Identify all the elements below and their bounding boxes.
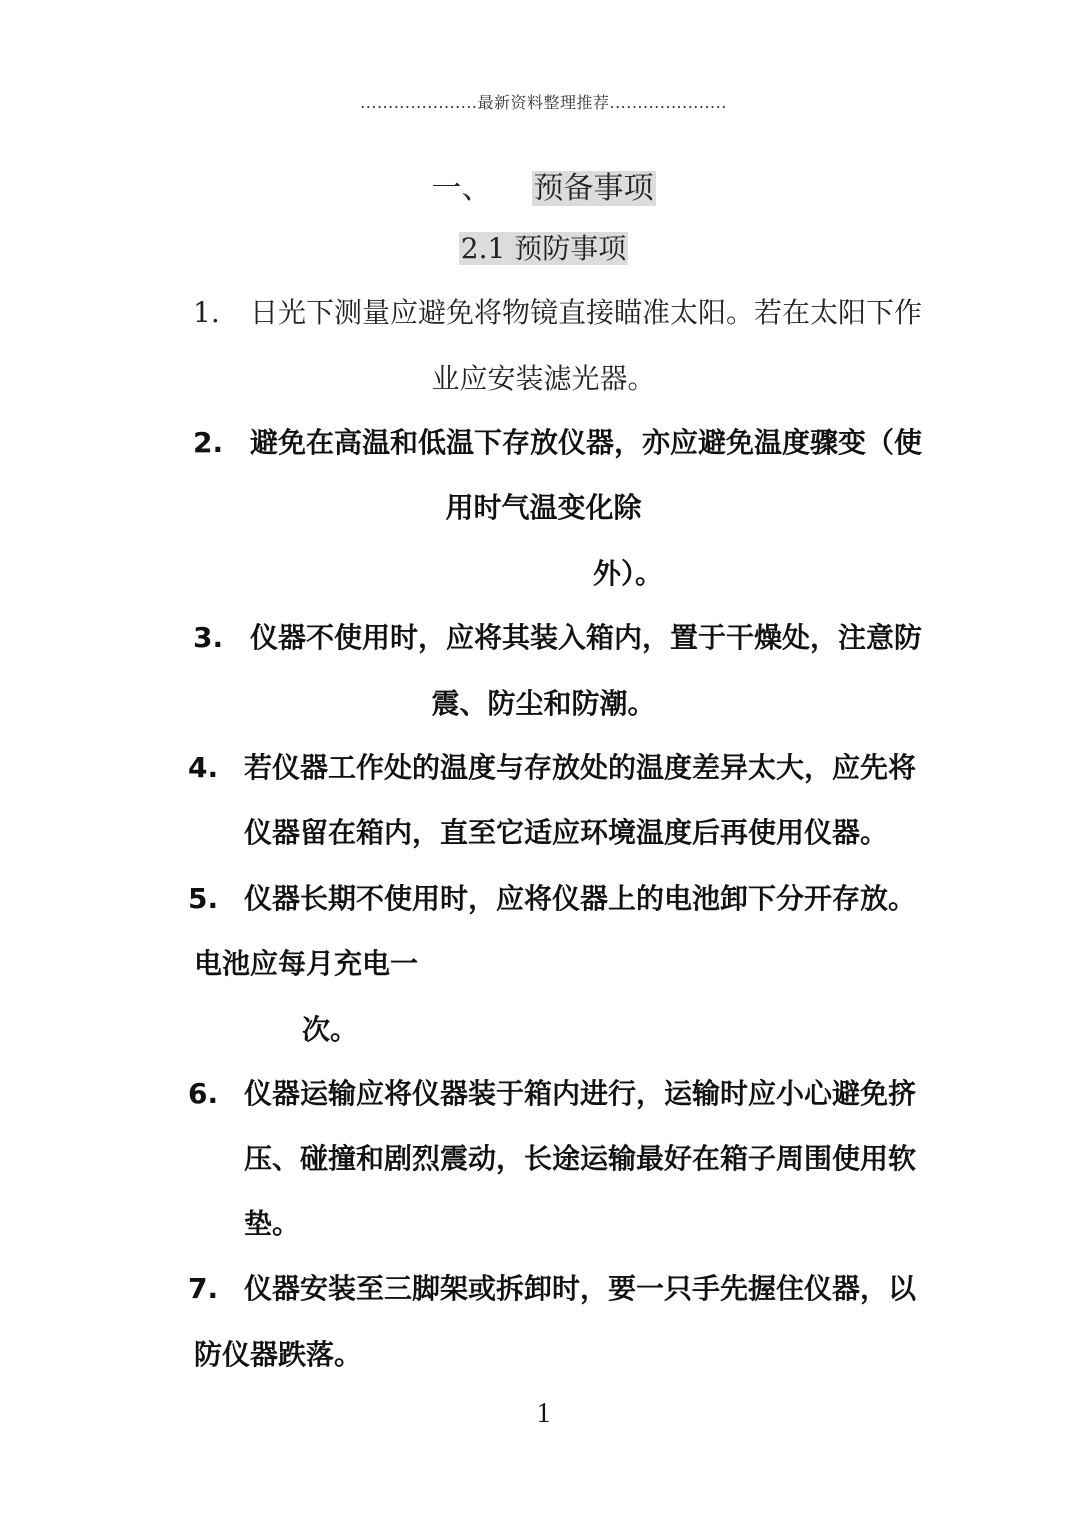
- item-number: 4.: [188, 751, 219, 784]
- section-number: 一、: [431, 171, 492, 206]
- item-line: 日光下测量应避免将物镜直接瞄准太阳。若在太阳下作: [250, 296, 923, 329]
- item-line: 次。: [302, 1013, 359, 1046]
- subsection-heading: [0, 227, 1087, 267]
- item-line: 避免在高温和低温下存放仪器，亦应避免温度骤变（使: [250, 426, 923, 459]
- item-line: 仪器留在箱内，直至它适应环境温度后再使用仪器。: [244, 816, 889, 849]
- item-line: 仪器安装至三脚架或拆卸时，要一只手先握住仪器，以: [244, 1272, 917, 1305]
- item-line: 仪器不使用时，应将其装入箱内，置于干燥处，注意防: [250, 621, 923, 654]
- section-heading: [0, 163, 1087, 207]
- page-number: 1: [536, 1398, 551, 1429]
- item-line: 压、碰撞和剧烈震动，长途运输最好在箱子周围使用软: [244, 1142, 917, 1175]
- item-line: 用时气温变化除: [445, 491, 642, 524]
- item-line: 电池应每月充电一: [194, 947, 419, 980]
- item-line: 震、防尘和防潮。: [431, 687, 656, 720]
- page-header: .....................最新资料整理推荐.....................: [360, 93, 727, 112]
- item-line: 若仪器工作处的温度与存放处的温度差异太大，应先将: [244, 751, 917, 784]
- item-number: 6.: [188, 1077, 219, 1110]
- section-title: 预备事项: [533, 171, 654, 206]
- item-number: 7.: [188, 1272, 219, 1305]
- item-number: 2.: [193, 426, 224, 459]
- subsection-title: 2.1 预防事项: [460, 232, 627, 265]
- item-line: 仪器运输应将仪器装于箱内进行，运输时应小心避免挤: [244, 1077, 917, 1110]
- item-number: 1.: [193, 296, 220, 329]
- item-line: 业应安装滤光器。: [431, 362, 656, 395]
- item-number: 5.: [188, 882, 219, 915]
- item-number: 3.: [193, 621, 224, 654]
- item-line: 垫。: [244, 1207, 301, 1240]
- item-line: 防仪器跌落。: [194, 1338, 363, 1371]
- item-line: 外）。: [593, 557, 664, 590]
- item-line: 仪器长期不使用时，应将仪器上的电池卸下分开存放。: [244, 882, 917, 915]
